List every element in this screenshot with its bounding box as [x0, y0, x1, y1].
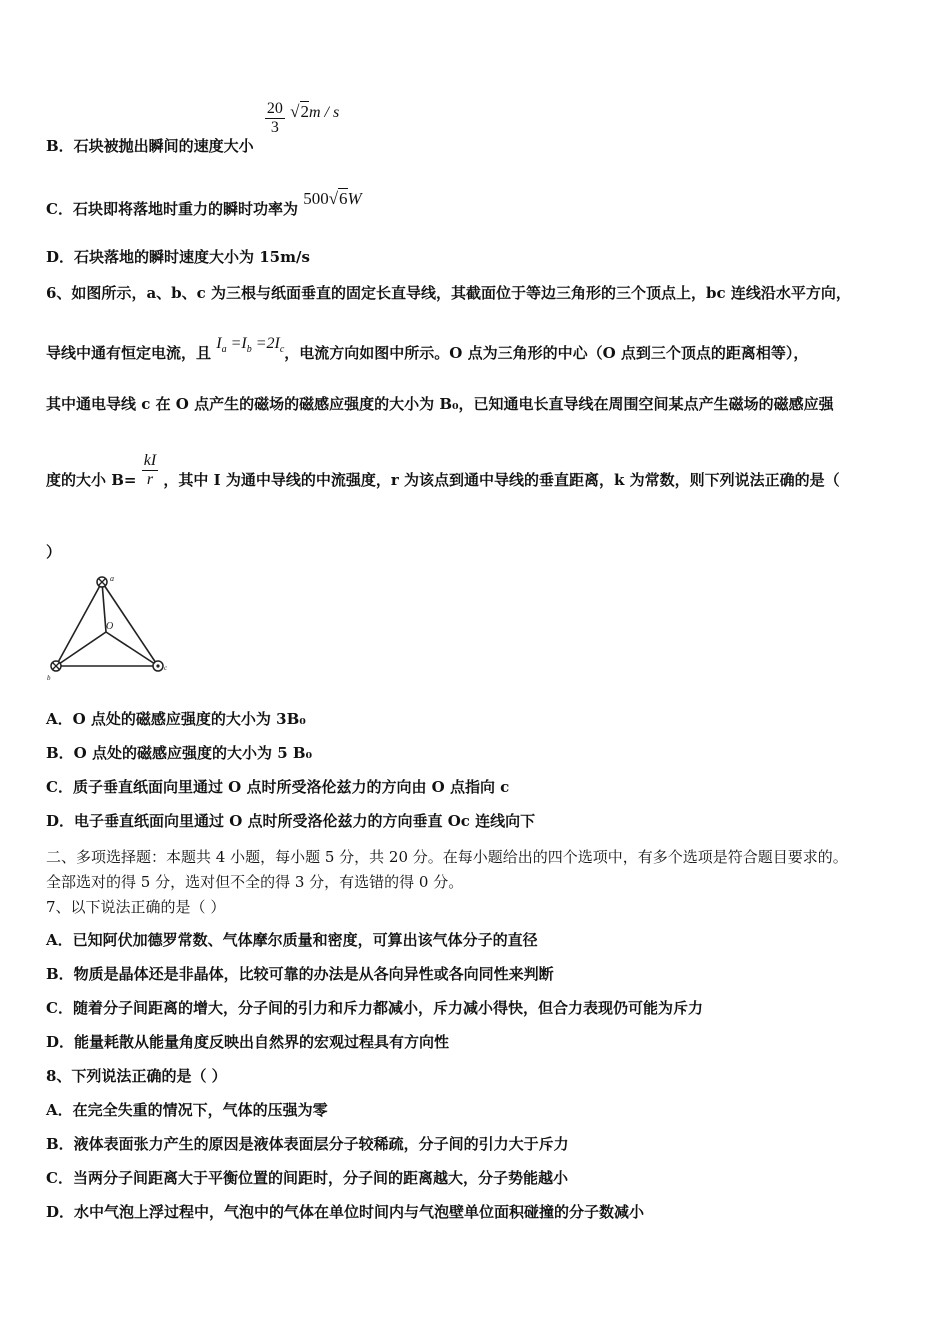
q6-line4-text-b: ，其中 I 为通中导线的中流强度，r 为该点到通中导线的垂直距离，k 为常数，则下列说法正确的是（	[163, 470, 840, 489]
q5-option-c-value: 500√6	[303, 189, 348, 208]
q5-option-b-sqrt: √2	[290, 101, 309, 121]
triangle-side-ab	[56, 582, 102, 666]
q6-option-b: B．O 点处的磁感应强度的大小为 5 B₀	[46, 744, 313, 762]
q5-option-b-unit: m / s	[309, 103, 340, 121]
q5-option-c	[46, 188, 362, 218]
q6-stem-line5: ）	[46, 543, 62, 561]
q6-option-c: C．质子垂直纸面向里通过 O 点时所受洛伦兹力的方向由 O 点指向 c	[46, 778, 510, 796]
q6-stem-line3: 其中通电导线 c 在 O 点产生的磁场的磁感应强度的大小为 B₀，已知通电长直导线在周围空间某点产生磁场的磁感应强	[46, 395, 834, 413]
label-c: c	[164, 664, 168, 672]
q6-line2-text-a: 导线中通有恒定电流，且	[46, 344, 212, 362]
frac-denominator: 3	[270, 119, 279, 136]
wire-c-out-of-page	[153, 661, 163, 671]
q6-line4-text-a: 度的大小 B=	[46, 470, 137, 489]
q5-option-c-unit: W	[347, 189, 362, 208]
q8-option-d: D．水中气泡上浮过程中，气泡中的气体在单位时间内与气泡壁单位面积碰撞的分子数减小	[46, 1203, 645, 1221]
q6-b-formula-fraction	[142, 452, 158, 489]
q8-stem: 8、下列说法正确的是（ ）	[46, 1067, 227, 1085]
q6-stem-line2	[46, 332, 809, 362]
q8-option-a: A．在完全失重的情况下，气体的压强为零	[46, 1101, 328, 1119]
label-o: O	[106, 621, 114, 632]
wire-a-into-page	[97, 577, 107, 587]
segment-ob	[56, 632, 106, 666]
q5-option-c-label: C．石块即将落地时重力的瞬时功率为	[46, 200, 298, 218]
q6-current-relation: $I_a =I_b =2I_c$	[216, 335, 285, 356]
q6-stem-line1: 6、如图所示，a、b、c 为三根与纸面垂直的固定长直导线，其截面位于等边三角形的三个顶点上，bc 连线沿水平方向，	[46, 284, 851, 302]
frac-denominator: r	[146, 471, 154, 488]
q5-option-b-label: B．石块被抛出瞬间的速度大小	[46, 136, 254, 155]
wire-b-into-page	[51, 661, 61, 671]
q7-option-b: B．物质是晶体还是非晶体，比较可靠的办法是从各向异性或各向同性来判断	[46, 965, 554, 983]
q5-option-d: D．石块落地的瞬时速度大小为 15m/s	[46, 248, 310, 266]
q6-option-d: D．电子垂直纸面向里通过 O 点时所受洛伦兹力的方向垂直 Oc 连线向下	[46, 812, 536, 830]
segment-oc	[106, 632, 158, 666]
frac-numerator: 20	[266, 100, 283, 117]
q7-option-d: D．能量耗散从能量角度反映出自然界的宏观过程具有方向性	[46, 1033, 450, 1051]
q6-option-a: A．O 点处的磁感应强度的大小为 3B₀	[46, 710, 306, 728]
q7-option-a: A．已知阿伏加德罗常数、气体摩尔质量和密度，可算出该气体分子的直径	[46, 931, 538, 949]
section2-heading-line1: 二、多项选择题：本题共 4 小题，每小题 5 分，共 20 分。在每小题给出的四个选项中，有多个选项是符合题目要求的。	[46, 848, 848, 866]
q8-option-c: C．当两分子间距离大于平衡位置的间距时，分子间的距离越大，分子势能越小	[46, 1169, 568, 1187]
triangle-wire-figure	[44, 572, 174, 682]
frac-numerator: kI	[143, 452, 157, 469]
q8-option-b: B．液体表面张力产生的原因是液体表面层分子较稀疏，分子间的引力大于斥力	[46, 1135, 569, 1153]
q6-stem-line4	[46, 452, 840, 489]
q6-line2-text-b: ，电流方向如图中所示。O 点为三角形的中心（O 点到三个顶点的距离相等），	[284, 344, 809, 362]
label-a: a	[110, 574, 114, 583]
q5-option-b	[46, 100, 340, 155]
label-b: b	[47, 674, 51, 682]
section2-heading-line2: 全部选对的得 5 分，选对但不全的得 3 分，有选错的得 0 分。	[46, 873, 464, 891]
q5-option-b-fraction	[265, 100, 285, 137]
q7-option-c: C．随着分子间距离的增大，分子间的引力和斥力都减小，斥力减小得快，但合力表现仍可能为斥力	[46, 999, 703, 1017]
q7-stem: 7、以下说法正确的是（ ）	[46, 898, 226, 916]
